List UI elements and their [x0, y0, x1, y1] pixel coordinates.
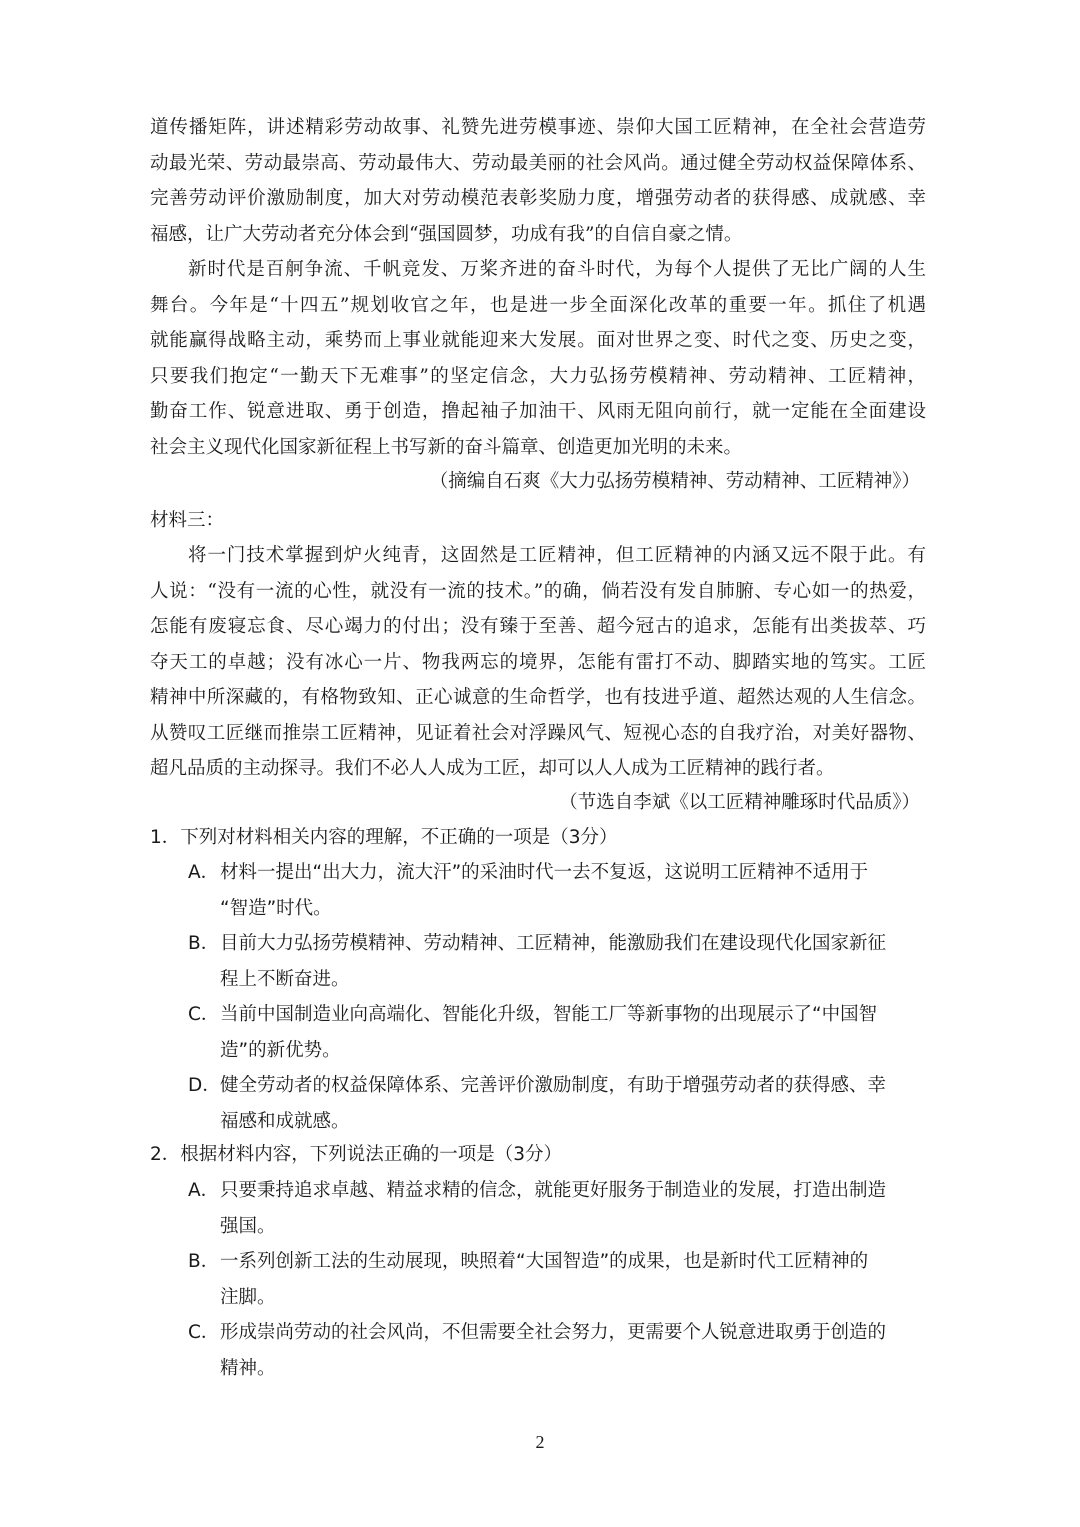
- text-line: 精神中所深藏的，有格物致知、正心诚意的生命哲学，也有技进乎道、超然达观的人生信念。: [150, 687, 926, 708]
- text-line: 就能赢得战略主动，乘势而上事业就能迎来大发展。面对世界之变、时代之变、历史之变，: [150, 330, 926, 351]
- option-letter: B．: [188, 933, 220, 954]
- question-1-option-b[interactable]: [188, 926, 928, 997]
- text-line: 勤奋工作、锐意进取、勇于创造，撸起袖子加油干、风雨无阻向前行，就一定能在全面建设: [150, 401, 926, 422]
- question-2-option-a[interactable]: [188, 1173, 928, 1244]
- text-line: 将一门技术掌握到炉火纯青，这固然是工匠精神，但工匠精神的内涵又远不限于此。有: [188, 545, 926, 566]
- material3-label: 材料三：: [150, 510, 225, 531]
- option-letter: C．: [188, 1322, 220, 1343]
- option-text: 强国。: [220, 1215, 276, 1237]
- material2-paragraph-1: [150, 110, 926, 252]
- option-text: 注脚。: [220, 1286, 276, 1308]
- material2-paragraph-2: [150, 252, 926, 465]
- page-number: 2: [535, 1432, 545, 1452]
- text-line: 社会主义现代化国家新征程上书写新的奋斗篇章、创造更加光明的未来。: [150, 436, 743, 458]
- question-1-option-a[interactable]: [188, 855, 928, 926]
- option-text: 健全劳动者的权益保障体系、完善评价激励制度，有助于增强劳动者的获得感、幸: [220, 1075, 887, 1096]
- option-text: 造”的新优势。: [220, 1039, 341, 1061]
- option-letter: B．: [188, 1251, 220, 1272]
- option-letter: A．: [188, 862, 220, 883]
- text-line: 超凡品质的主动探寻。我们不必人人成为工匠，却可以人人成为工匠精神的践行者。: [150, 758, 835, 779]
- text-line: 夺天工的卓越；没有冰心一片、物我两忘的境界，怎能有雷打不动、脚踏实地的笃实。工匠: [150, 651, 926, 673]
- option-text: 一系列创新工法的生动展现，映照着“大国智造”的成果，也是新时代工匠精神的: [220, 1251, 869, 1272]
- text-line: 完善劳动评价激励制度，加大对劳动模范表彰奖励力度，增强劳动者的获得感、成就感、幸: [150, 188, 926, 209]
- option-text: 当前中国制造业向高端化、智能化升级，智能工厂等新事物的出现展示了“中国智: [220, 1004, 878, 1025]
- text-line: 新时代是百舸争流、千帆竞发、万桨齐进的奋斗时代，为每个人提供了无比广阔的人生: [188, 259, 926, 280]
- option-letter: A．: [188, 1180, 220, 1201]
- question-2-option-c[interactable]: [188, 1315, 928, 1386]
- question-1-stem: 1．下列对材料相关内容的理解，不正确的一项是（3分）: [150, 827, 618, 848]
- option-text: 程上不断奋进。: [220, 968, 350, 990]
- option-text: 福感和成就感。: [220, 1110, 350, 1132]
- question-1-option-d[interactable]: [188, 1068, 928, 1139]
- material3-paragraph: [150, 538, 926, 787]
- option-letter: D．: [188, 1075, 221, 1096]
- text-line: 舞台。今年是“十四五”规划收官之年，也是进一步全面深化改革的重要一年。抓住了机遇: [150, 294, 926, 316]
- question-1-option-c[interactable]: [188, 997, 928, 1068]
- question-2-stem: 2．根据材料内容，下列说法正确的一项是（3分）: [150, 1144, 563, 1165]
- text-line: 怎能有废寝忘食、尽心竭力的付出；没有臻于至善、超今冠古的追求，怎能有出类拔萃、巧: [150, 616, 926, 637]
- material2-source: （摘编自石爽《大力弘扬劳模精神、劳动精神、工匠精神》）: [429, 471, 920, 492]
- option-text: “智造”时代。: [220, 897, 332, 919]
- text-line: 只要我们抱定“一勤天下无难事”的坚定信念，大力弘扬劳模精神、劳动精神、工匠精神，: [150, 365, 926, 387]
- question-2-option-b[interactable]: [188, 1244, 928, 1315]
- text-line: 从赞叹工匠继而推崇工匠精神，见证着社会对浮躁风气、短视心态的自我疗治，对美好器物、: [150, 722, 926, 744]
- option-letter: C．: [188, 1004, 220, 1025]
- option-text: 形成崇尚劳动的社会风尚，不但需要全社会努力，更需要个人锐意进取勇于创造的: [220, 1322, 887, 1343]
- text-line: 动最光荣、劳动最崇高、劳动最伟大、劳动最美丽的社会风尚。通过健全劳动权益保障体系、: [150, 152, 926, 174]
- text-line: 道传播矩阵，讲述精彩劳动故事、礼赞先进劳模事迹、崇仰大国工匠精神，在全社会营造劳: [150, 117, 926, 138]
- material3-source: （节选自李斌《以工匠精神雕琢时代品质》）: [559, 792, 920, 813]
- option-text: 材料一提出“出大力，流大汗”的采油时代一去不复返，这说明工匠精神不适用于: [220, 862, 869, 883]
- text-line: 人说：“没有一流的心性，就没有一流的技术。”的确，倘若没有发自肺腑、专心如一的热爱，: [150, 580, 926, 602]
- option-text: 只要秉持追求卓越、精益求精的信念，就能更好服务于制造业的发展，打造出制造: [220, 1180, 887, 1201]
- option-text: 精神。: [220, 1357, 276, 1379]
- text-line: 福感，让广大劳动者充分体会到“强国圆梦，功成有我”的自信自豪之情。: [150, 223, 743, 245]
- option-text: 目前大力弘扬劳模精神、劳动精神、工匠精神，能激励我们在建设现代化国家新征: [220, 933, 887, 954]
